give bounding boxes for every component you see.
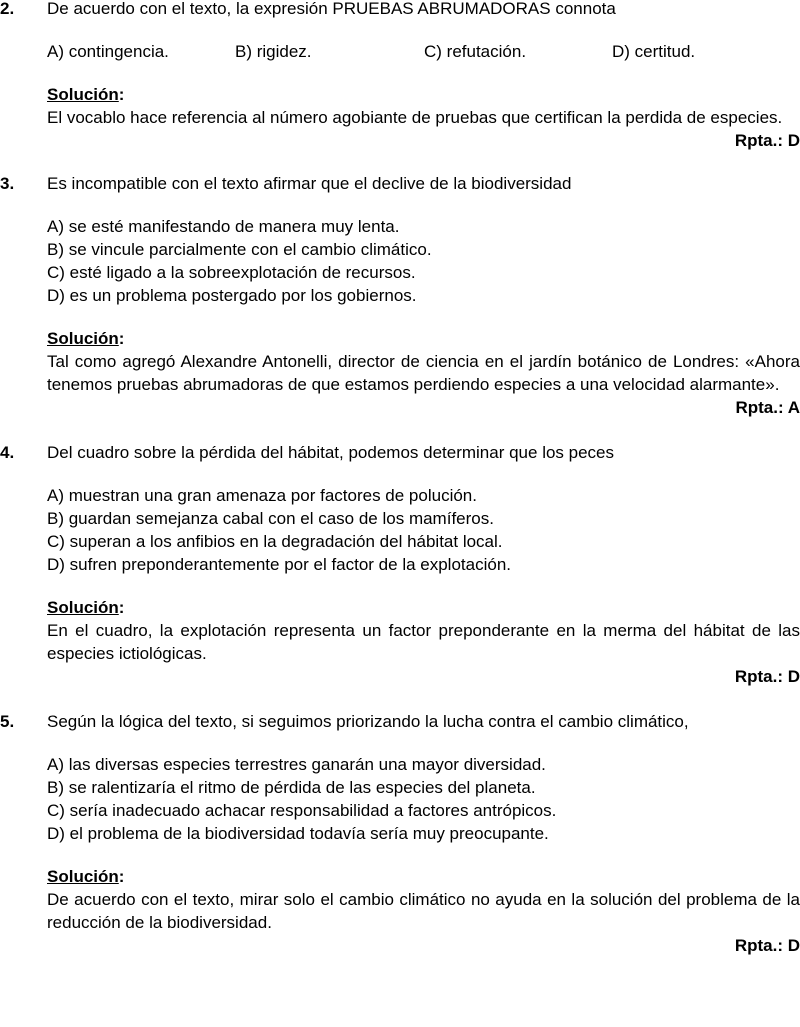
solution-colon: : [118, 867, 125, 886]
question-4 [0, 441, 800, 688]
answer-label: Rpta.: A [735, 398, 800, 417]
question-text: De acuerdo con el texto, la expresión PRUEBAS ABRUMADORAS connota [47, 0, 616, 18]
solution-title: Solución [47, 85, 119, 104]
solution-heading [47, 596, 800, 619]
answer-label: Rpta.: D [734, 131, 800, 150]
question-number: 5. [0, 712, 15, 731]
option-c: C) esté ligado a la sobreexplotación de recursos. [47, 263, 416, 282]
solution-title: Solución [47, 329, 119, 348]
question-text: Es incompatible con el texto afirmar que el declive de la biodiversidad [47, 174, 572, 193]
solution-text: En el cuadro, la explotación representa un factor preponderante en la merma del hábitat de las especies ictiológicas. [47, 621, 800, 663]
option-d: D) certitud. [612, 42, 696, 61]
option-b: B) se ralentizaría el ritmo de pérdida de las especies del planeta. [47, 778, 536, 797]
options-list [47, 753, 800, 845]
option-a: A) las diversas especies terrestres ganarán una mayor diversidad. [47, 755, 546, 774]
question-number: 3. [0, 174, 15, 193]
question-number: 2. [0, 0, 15, 18]
option-b: B) se vincule parcialmente con el cambio climático. [47, 240, 432, 259]
solution-colon: : [118, 85, 125, 104]
options-row [47, 40, 800, 63]
option-a: A) contingencia. [47, 42, 169, 61]
solution-colon: : [118, 329, 125, 348]
answer-label: Rpta.: D [734, 936, 800, 955]
question-number: 4. [0, 443, 15, 462]
question-text: Del cuadro sobre la pérdida del hábitat, podemos determinar que los peces [47, 443, 615, 462]
solution-text: Tal como agregó Alexandre Antonelli, director de ciencia en el jardín botánico de Londres: «Ahora tenemos pruebas abrumadoras de que estamos perdiendo especies a una velocidad alarmante». [47, 352, 800, 394]
option-d: D) sufren preponderantemente por el factor de la explotación. [47, 555, 511, 574]
option-c: C) sería inadecuado achacar responsabilidad a factores antrópicos. [47, 801, 557, 820]
option-a: A) muestran una gran amenaza por factores de polución. [47, 486, 477, 505]
option-b: B) rigidez. [235, 42, 312, 61]
question-text: Según la lógica del texto, si seguimos priorizando la lucha contra el cambio climático, [47, 712, 689, 731]
option-d: D) el problema de la biodiversidad todavía sería muy preocupante. [47, 824, 549, 843]
options-list [47, 484, 800, 576]
solution-title: Solución [47, 867, 119, 886]
options-list [47, 215, 800, 307]
solution-title: Solución [47, 598, 119, 617]
question-5 [0, 710, 800, 957]
options-list [47, 40, 800, 63]
question-3 [0, 172, 800, 419]
answer-label: Rpta.: D [734, 667, 800, 686]
solution-colon: : [118, 598, 125, 617]
solution-heading [47, 327, 800, 350]
option-c: C) superan a los anfibios en la degradación del hábitat local. [47, 532, 503, 551]
option-a: A) se esté manifestando de manera muy lenta. [47, 217, 400, 236]
option-c: C) refutación. [424, 42, 527, 61]
solution-heading [47, 865, 800, 888]
solution-text: El vocablo hace referencia al número agobiante de pruebas que certifican la perdida de especies. [47, 108, 783, 127]
solution-text: De acuerdo con el texto, mirar solo el cambio climático no ayuda en la solución del problema de la reducción de la biodiversidad. [47, 890, 800, 932]
option-b: B) guardan semejanza cabal con el caso de los mamíferos. [47, 509, 494, 528]
option-d: D) es un problema postergado por los gobiernos. [47, 286, 417, 305]
solution-heading [47, 83, 800, 106]
question-2 [0, 0, 800, 152]
